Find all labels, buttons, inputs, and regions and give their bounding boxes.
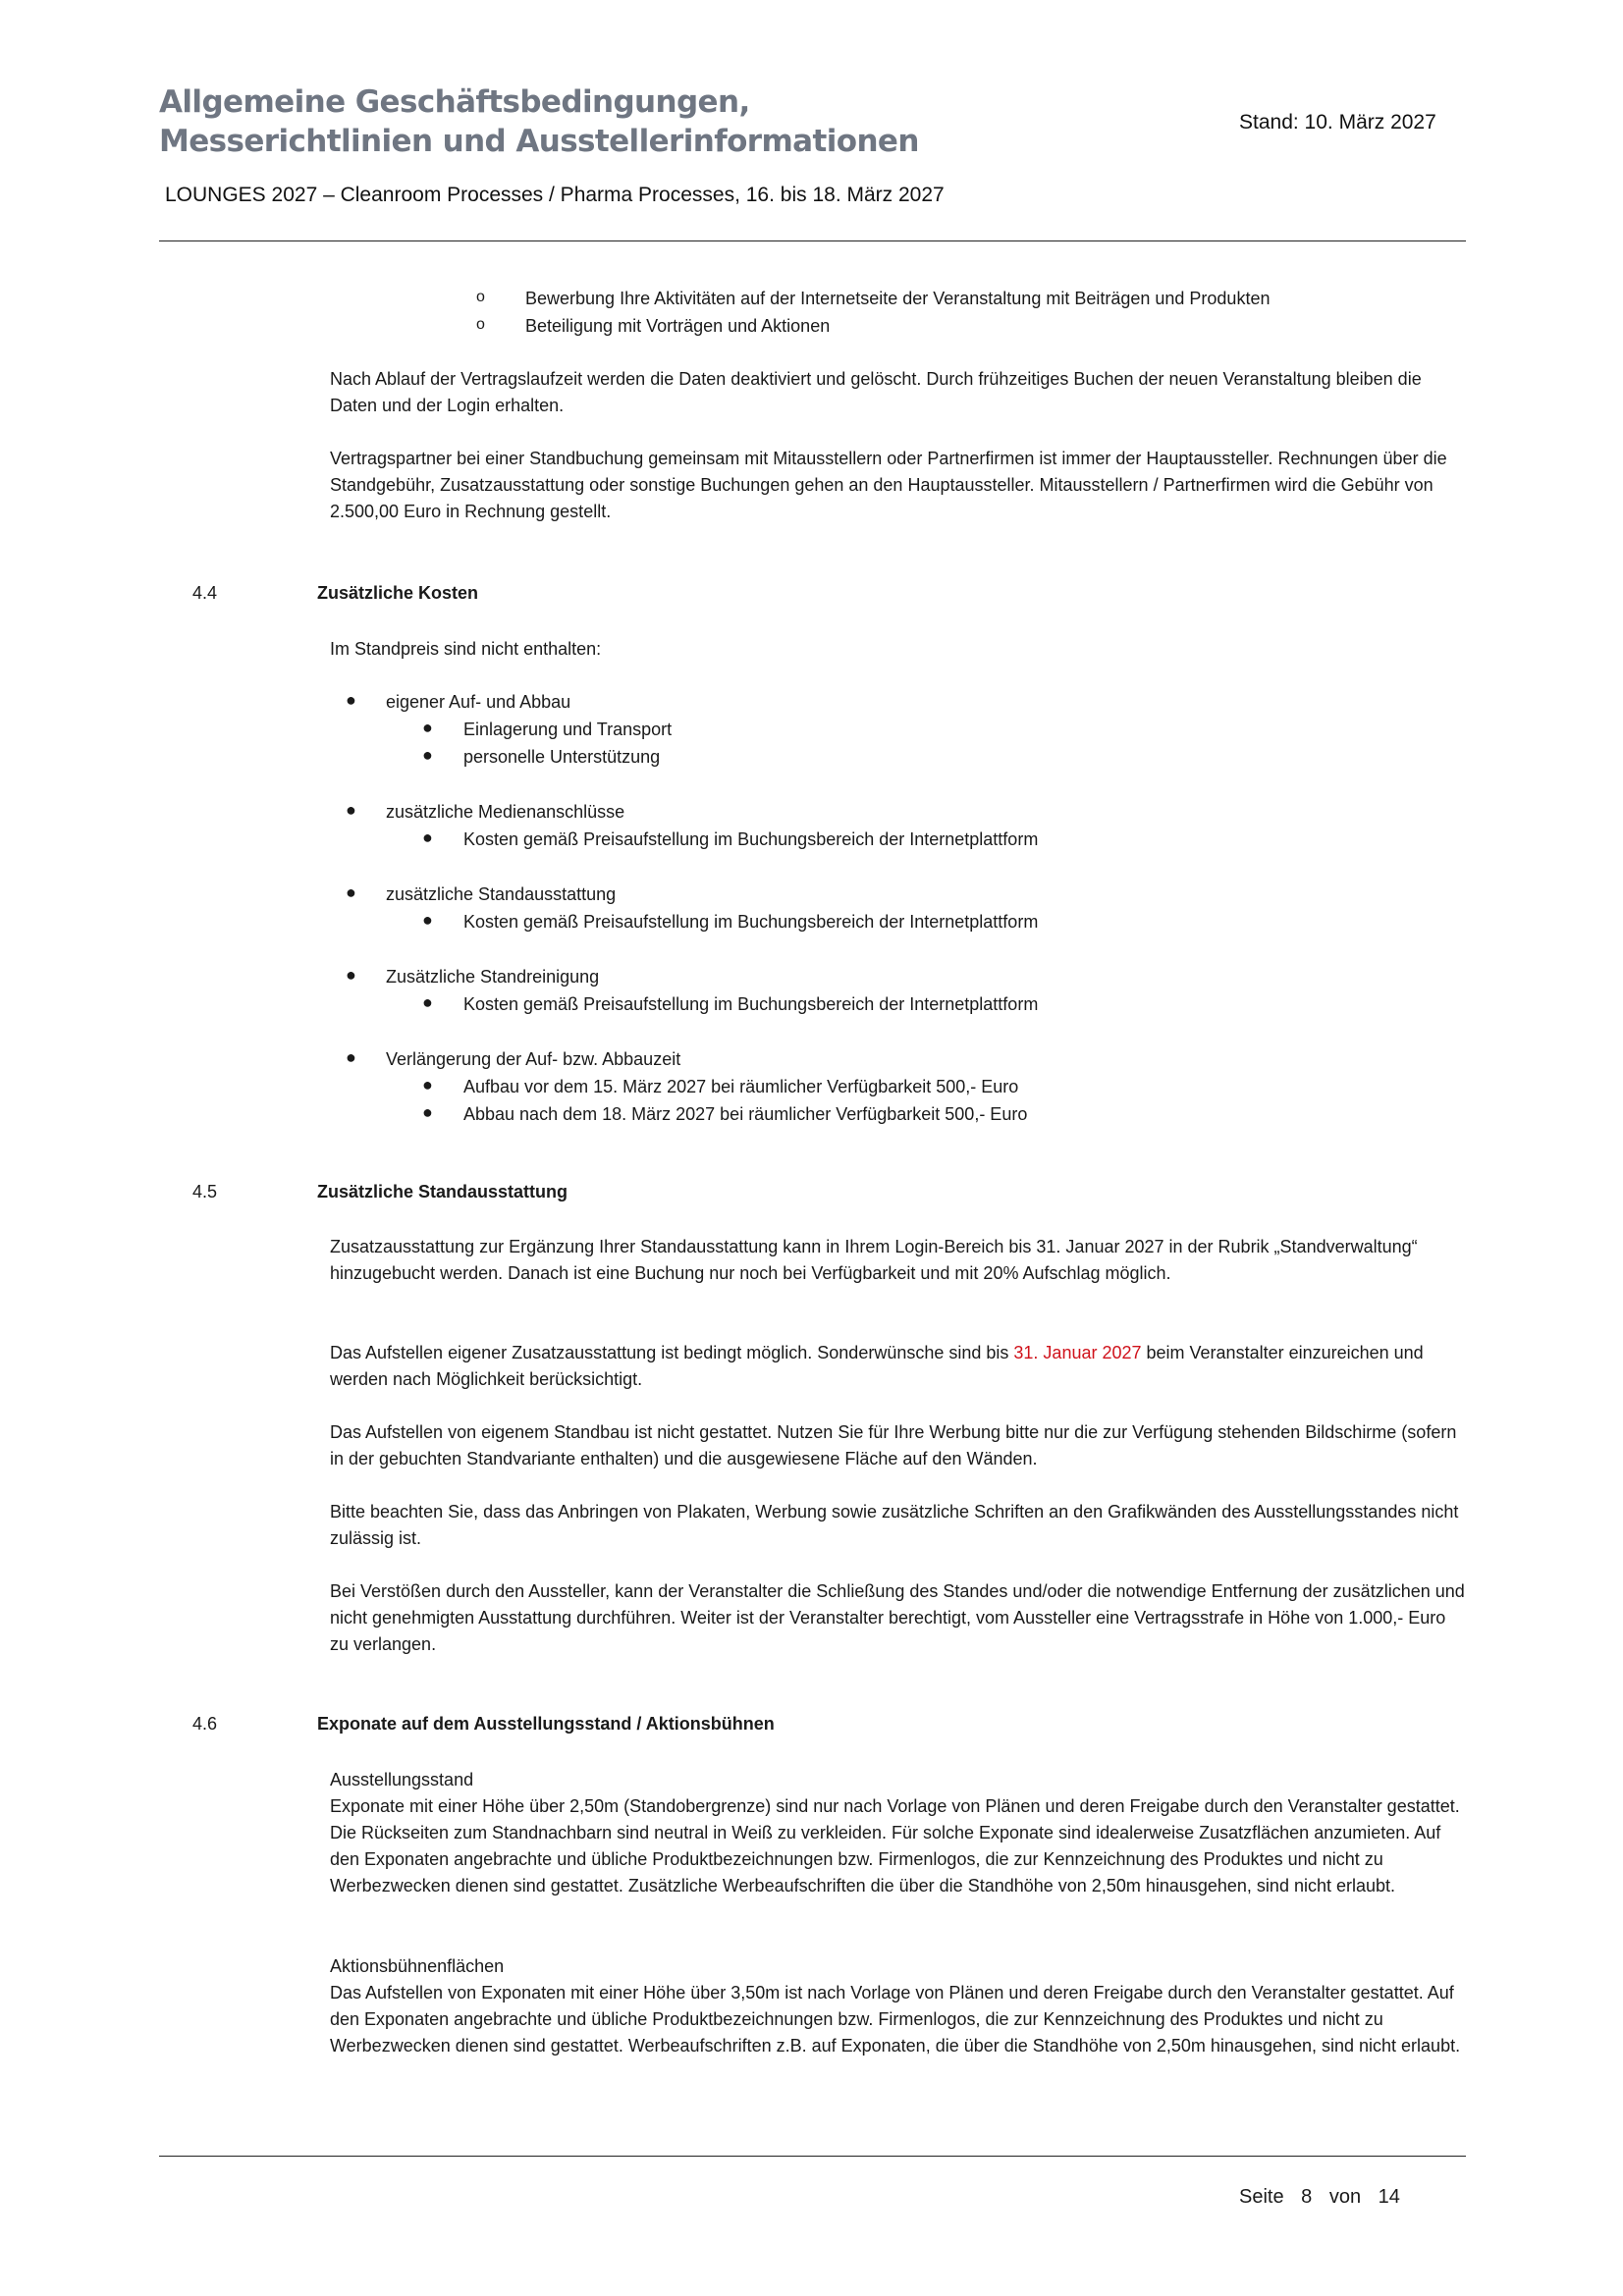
paragraph-text: Bei Verstößen durch den Aussteller, kann der Veranstalter die Schließung des Standes und/oder die notwendige Entfernung der zusätzlichen und nicht genehmigten Ausstattung durchführen. Weiter ist der Veranstalter berechtigt, vom Aussteller eine Vertragsstrafe in Höhe von 1.000,- Euro zu verlangen. <box>330 1581 1465 1654</box>
paragraph-text: Nach Ablauf der Vertragslaufzeit werden die Daten deaktiviert und gelöscht. Durch frühzeitiges Buchen der neuen Veranstaltung bleiben die Daten und der Login erhalten. <box>330 369 1422 415</box>
list-item: Bewerbung Ihre Aktivitäten auf der Internetseite der Veranstaltung mit Beiträgen und Produkten <box>525 289 1271 308</box>
subsection-title: Ausstellungsstand <box>330 1770 474 1789</box>
paragraph-text: Das Aufstellen von Exponaten mit einer Höhe über 3,50m ist nach Vorlage von Plänen und deren Freigabe durch den Veranstalter gestattet. Auf den Exponaten angebrachte und übliche Produktbezeichnungen bzw. Firmenlogos, die zur Kennzeichnung des Produktes und nicht zu Werbezwecken dienen sind gestattet. Werbeaufschriften z.B. auf Exponaten, die über die Standhöhe von 2,50m hinausgehen, sind nicht erlaubt. <box>330 1983 1461 2056</box>
bullet-icon: ● <box>346 1047 356 1067</box>
list-subitem: Aufbau vor dem 15. März 2027 bei räumlicher Verfügbarkeit 500,- Euro <box>463 1077 1019 1096</box>
list-item: zusätzliche Standausstattung <box>386 884 617 904</box>
bullet-icon: ● <box>346 800 356 820</box>
bullet-icon: ● <box>346 690 356 710</box>
page-total: 14 <box>1378 2186 1400 2208</box>
text-run: beim Veranstalter einzureichen und werden nach Möglichkeit berücksichtigt. <box>330 1343 1424 1389</box>
hollow-bullet-icon: o <box>476 316 485 333</box>
paragraph-text: Bitte beachten Sie, dass das Anbringen von Plakaten, Werbung sowie zusätzliche Schriften an den Grafikwänden des Ausstellungsstandes nicht zulässig ist. <box>330 1502 1459 1548</box>
page-of-label: von <box>1328 2186 1362 2208</box>
paragraph-text: Zusatzausstattung zur Ergänzung Ihrer Standausstattung kann in Ihrem Login-Bereich bis 31. Januar 2027 in der Rubrik „Standverwaltung“ hinzugebucht werden. Danach ist eine Buchung nur noch bei Verfügbarkeit und mit 20% Aufschlag möglich. <box>330 1237 1418 1283</box>
document-title-line1: Allgemeine Geschäftsbedingungen, <box>159 84 750 120</box>
paragraph <box>330 1419 1469 1472</box>
paragraph <box>330 1578 1469 1658</box>
bullet-icon: ● <box>422 718 433 737</box>
document-subtitle: LOUNGES 2027 – Cleanroom Processes / Pharma Processes, 16. bis 18. März 2027 <box>165 184 945 206</box>
bullet-icon: ● <box>422 992 433 1012</box>
list-subitem: Abbau nach dem 18. März 2027 bei räumlicher Verfügbarkeit 500,- Euro <box>463 1104 1028 1124</box>
section-lead: Im Standpreis sind nicht enthalten: <box>330 639 602 659</box>
list-item: eigener Auf- und Abbau <box>386 692 571 712</box>
bullet-icon: ● <box>422 910 433 930</box>
hollow-bullet-icon: o <box>476 289 485 305</box>
paragraph <box>330 1234 1469 1287</box>
list-subitem: Kosten gemäß Preisaufstellung im Buchungsbereich der Internetplattform <box>463 912 1039 932</box>
subsection <box>330 1953 1469 2059</box>
paragraph <box>330 1499 1469 1552</box>
section-heading: Exponate auf dem Ausstellungsstand / Aktionsbühnen <box>317 1714 775 1734</box>
page-label: Seite <box>1239 2186 1284 2208</box>
section-heading: Zusätzliche Kosten <box>317 583 479 603</box>
list-subitem: Kosten gemäß Preisaufstellung im Buchungsbereich der Internetplattform <box>463 994 1039 1014</box>
paragraph <box>330 1340 1469 1393</box>
list-item: Zusätzliche Standreinigung <box>386 967 600 987</box>
paragraph-text: Das Aufstellen von eigenem Standbau ist nicht gestattet. Nutzen Sie für Ihre Werbung bitte nur die zur Verfügung stehenden Bildschirme (sofern in der gebuchten Standvariante enthalten) und die ausgewiesene Fläche auf den Wänden. <box>330 1422 1457 1468</box>
stand-date: Stand: 10. März 2027 <box>1239 111 1436 133</box>
subsection <box>330 1767 1469 1899</box>
text-run: Das Aufstellen eigener Zusatzausstattung ist bedingt möglich. Sonderwünsche sind bis <box>330 1343 1014 1362</box>
list-item: Beteiligung mit Vorträgen und Aktionen <box>525 316 831 336</box>
bullet-icon: ● <box>422 1075 433 1095</box>
bullet-icon: ● <box>422 745 433 765</box>
paragraph-text: Vertragspartner bei einer Standbuchung gemeinsam mit Mitausstellern oder Partnerfirmen ist immer der Hauptaussteller. Rechnungen über die Standgebühr, Zusatzausstattung oder sonstige Buchungen gehen an den Hauptaussteller. Mitausstellern / Partnerfirmen wird die Gebühr von 2.500,00 Euro in Rechnung gestellt. <box>330 449 1447 521</box>
paragraph-text: Exponate mit einer Höhe über 2,50m (Standobergrenze) sind nur nach Vorlage von Plänen und deren Freigabe durch den Veranstalter gestattet. Die Rückseiten zum Standnachbarn sind neutral in Weiß zu verkleiden. Für solche Exponate sind idealerweise Zusatzflächen anzumieten. Auf den Exponaten angebrachte und übliche Produktbezeichnungen bzw. Firmenlogos, die zur Kennzeichnung des Produktes und nicht zu Werbezwecken dienen sind gestattet. Zusätzliche Werbeaufschriften die über die Standhöhe von 2,50m hinausgehen, sind nicht erlaubt. <box>330 1796 1460 1896</box>
paragraph <box>330 366 1469 419</box>
bullet-icon: ● <box>346 882 356 902</box>
page-current: 8 <box>1301 2186 1313 2208</box>
bullet-icon: ● <box>346 965 356 985</box>
list-item: Verlängerung der Auf- bzw. Abbauzeit <box>386 1049 681 1069</box>
section-number: 4.6 <box>192 1714 218 1734</box>
footer-divider <box>159 2156 1466 2157</box>
list-subitem: personelle Unterstützung <box>463 747 661 767</box>
section-heading: Zusätzliche Standausstattung <box>317 1182 568 1201</box>
list-item: zusätzliche Medienanschlüsse <box>386 802 625 822</box>
paragraph <box>330 446 1469 525</box>
list-subitem: Einlagerung und Transport <box>463 720 673 739</box>
deadline-highlight: 31. Januar 2027 <box>1013 1343 1142 1362</box>
page-number <box>1239 2186 1400 2209</box>
bullet-icon: ● <box>422 1102 433 1122</box>
header-divider <box>159 240 1466 241</box>
list-subitem: Kosten gemäß Preisaufstellung im Buchungsbereich der Internetplattform <box>463 829 1039 849</box>
bullet-icon: ● <box>422 828 433 847</box>
document-title-line2: Messerichtlinien und Ausstellerinformationen <box>159 124 919 159</box>
paragraph-text <box>330 1340 1469 1393</box>
subsection-title: Aktionsbühnenflächen <box>330 1956 505 1976</box>
section-number: 4.4 <box>192 583 218 603</box>
section-number: 4.5 <box>192 1182 218 1201</box>
